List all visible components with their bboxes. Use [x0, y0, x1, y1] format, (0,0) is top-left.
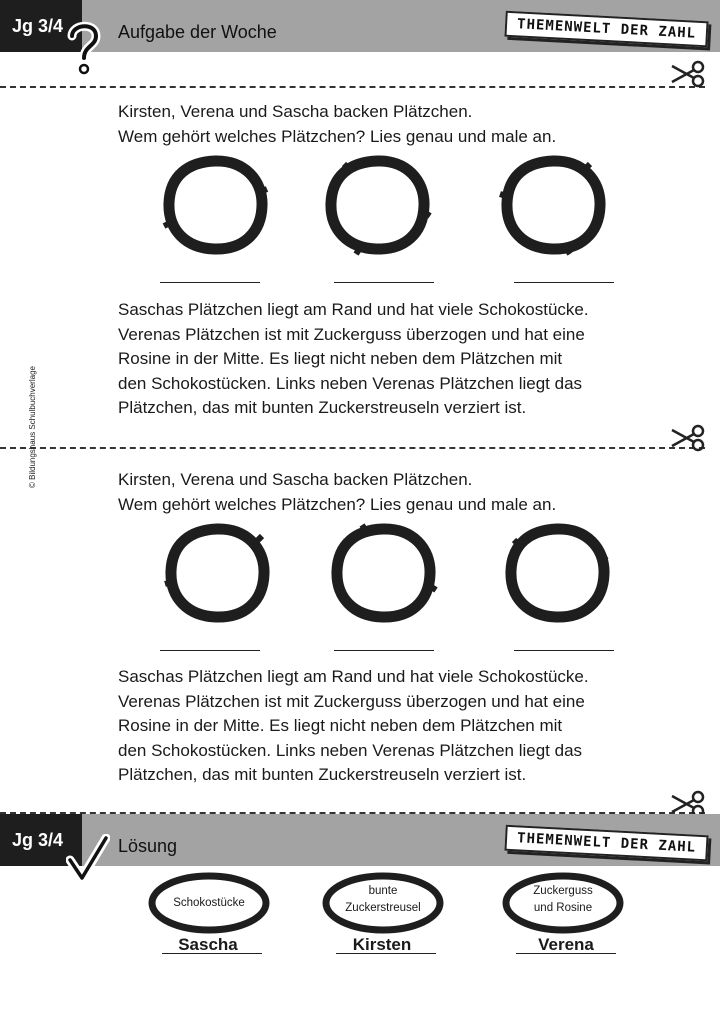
grade-label: Jg 3/4	[0, 0, 82, 52]
cut-line	[0, 86, 705, 88]
scissors-icon	[668, 424, 710, 452]
cookie-outline	[326, 520, 440, 625]
cookie-outline	[496, 152, 610, 257]
answer-line	[160, 650, 260, 651]
cookie-outline	[500, 520, 614, 625]
question-mark-icon	[66, 18, 102, 76]
intro-text: Kirsten, Verena und Sascha backen Plätzchen. Wem gehört welches Plätzchen? Lies genau und male an.	[118, 102, 557, 146]
solution-name: Kirsten	[352, 935, 412, 954]
cookie-outline	[160, 520, 274, 625]
answer-line	[334, 650, 434, 651]
checkmark-icon	[66, 834, 110, 884]
answer-line	[334, 282, 434, 283]
brand-label: THEMENWELT DER ZAHL	[504, 11, 708, 48]
answer-line	[160, 282, 260, 283]
solution-cookie-label: Zuckerguss und Rosine	[533, 885, 593, 914]
solution-brand-label: THEMENWELT DER ZAHL	[504, 825, 708, 862]
page-title: Aufgabe der Woche	[118, 22, 277, 42]
cookie-outline	[158, 152, 272, 257]
cookie-outline	[320, 152, 434, 257]
intro-text: Kirsten, Verena und Sascha backen Plätzchen. Wem gehört welches Plätzchen? Lies genau und male an.	[118, 470, 557, 514]
story-text: Saschas Plätzchen liegt am Rand und hat viele Schokostücke. Verenas Plätzchen ist mit Zuckerguss überzogen und hat eine Rosine in der Mitte. Es liegt nicht neben dem Plätzchen mit den Schokostücken. Links neben Verenas Plätzchen liegt das Plätzchen, das mit bunten Zuckerstreuseln verziert ist.	[118, 300, 589, 417]
solution-name: Sascha	[178, 935, 238, 954]
story-text: Saschas Plätzchen liegt am Rand und hat viele Schokostücke. Verenas Plätzchen ist mit Zuckerguss überzogen und hat eine Rosine in der Mitte. Es liegt nicht neben dem Plätzchen mit den Schokostücken. Links neben Verenas Plätzchen liegt das Plätzchen, das mit bunten Zuckerstreuseln verziert ist.	[118, 667, 589, 784]
solution-cookie-label: bunte Zuckerstreusel	[345, 885, 421, 914]
answer-line	[514, 282, 614, 283]
scissors-icon	[668, 60, 710, 88]
solution-cookie-label: Schokostücke	[173, 897, 245, 909]
solution-name: Verena	[538, 935, 594, 954]
copyright-note: © Bildungshaus Schulbuchverlage	[28, 366, 37, 488]
solution-title: Lösung	[118, 836, 178, 856]
cut-line	[0, 447, 705, 449]
solution-grade-label: Jg 3/4	[0, 814, 82, 866]
answer-line	[514, 650, 614, 651]
